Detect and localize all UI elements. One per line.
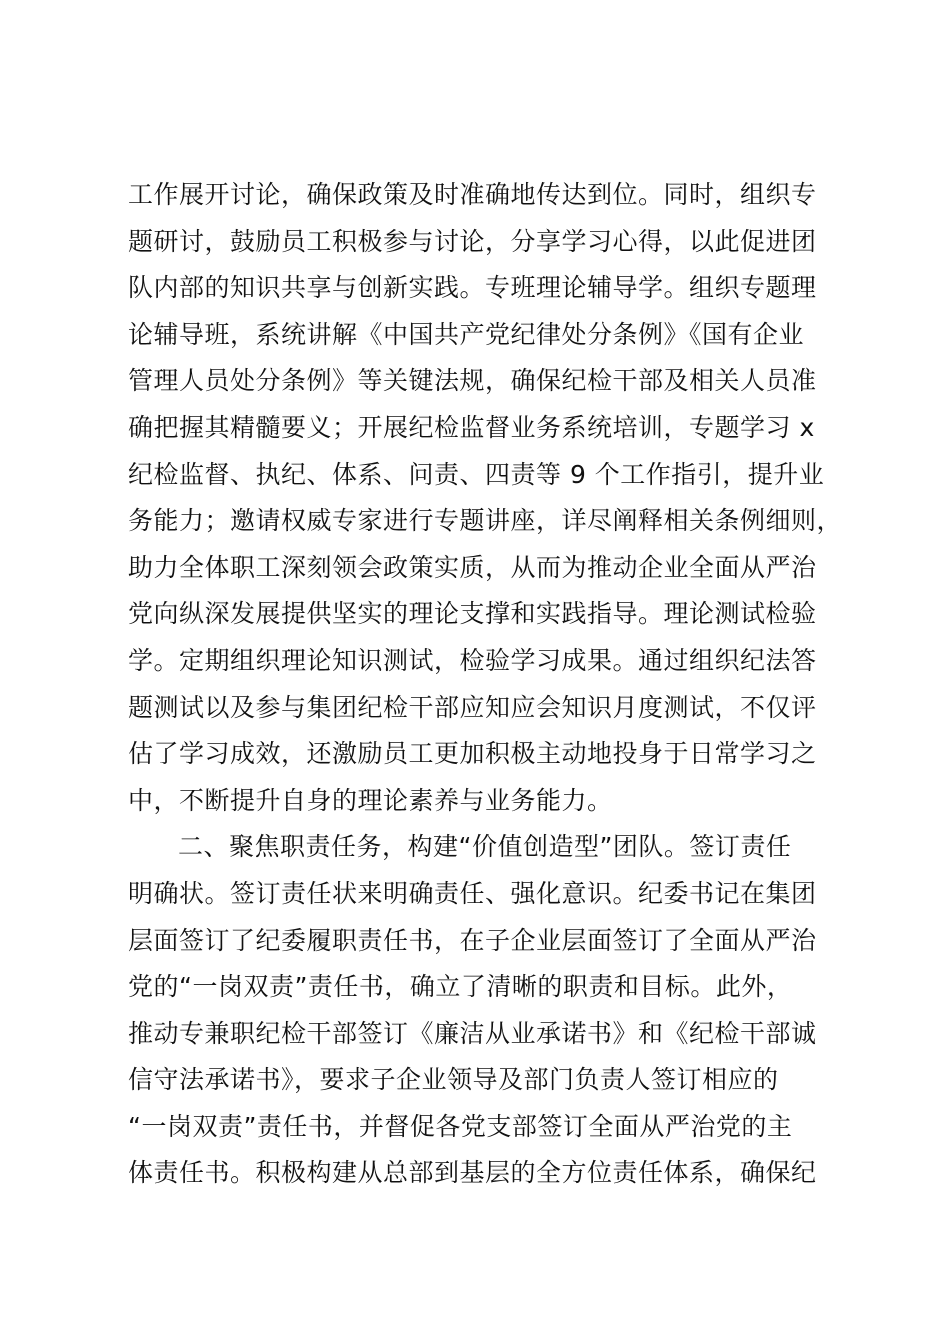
text-line: 党向纵深发展提供坚实的理论支撑和实践指导。理论测试检验 bbox=[128, 599, 817, 629]
text-line: 论辅导班，系统讲解《中国共产党纪律处分条例》《国有企业 bbox=[128, 319, 805, 349]
text-line: 务能力；邀请权威专家进行专题讲座，详尽阐释相关条例细则， bbox=[128, 506, 843, 536]
text-line: 体责任书。积极构建从总部到基层的全方位责任体系，确保纪 bbox=[128, 1158, 817, 1188]
text-line: 学。定期组织理论知识测试，检验学习成果。通过组织纪法答 bbox=[128, 645, 817, 675]
section-heading-line: 二、聚焦职责任务，构建“价值创造型”团队。签订责任 bbox=[178, 832, 792, 862]
text-line: 明确状。签订责任状来明确责任、强化意识。纪委书记在集团 bbox=[128, 878, 817, 908]
text-line: 助力全体职工深刻领会政策实质，从而为推动企业全面从严治 bbox=[128, 552, 817, 582]
text-line: “一岗双责”责任书，并督促各党支部签订全面从严治党的主 bbox=[128, 1111, 793, 1141]
text-line: 中，不断提升自身的理论素养与业务能力。 bbox=[128, 785, 613, 815]
text-line: 管理人员处分条例》等关键法规，确保纪检干部及相关人员准 bbox=[128, 366, 817, 396]
text-line: 层面签订了纪委履职责任书，在子企业层面签订了全面从严治 bbox=[128, 925, 817, 955]
text-line: 信守法承诺书》，要求子企业领导及部门负责人签订相应的 bbox=[128, 1065, 779, 1095]
text-line: 题测试以及参与集团纪检干部应知应会知识月度测试，不仅评 bbox=[128, 692, 817, 722]
text-line: 工作展开讨论，确保政策及时准确地传达到位。同时，组织专 bbox=[128, 180, 817, 209]
text-line: 确把握其精髓要义；开展纪检监督业务系统培训，专题学习 x bbox=[128, 412, 815, 442]
text-line: 队内部的知识共享与创新实践。专班理论辅导学。组织专题理 bbox=[128, 273, 817, 303]
text-line: 党的“一岗双责”责任书，确立了清晰的职责和目标。此外， bbox=[128, 972, 793, 1002]
text-line: 推动专兼职纪检干部签订《廉洁从业承诺书》和《纪检干部诚 bbox=[128, 1018, 817, 1048]
body-text bbox=[128, 172, 843, 1197]
text-line: 纪检监督、执纪、体系、问责、四责等 9 个工作指引，提升业 bbox=[128, 459, 825, 489]
text-line: 题研讨，鼓励员工积极参与讨论，分享学习心得，以此促进团 bbox=[128, 226, 817, 256]
text-line: 估了学习成效，还激励员工更加积极主动地投身于日常学习之 bbox=[128, 739, 817, 769]
